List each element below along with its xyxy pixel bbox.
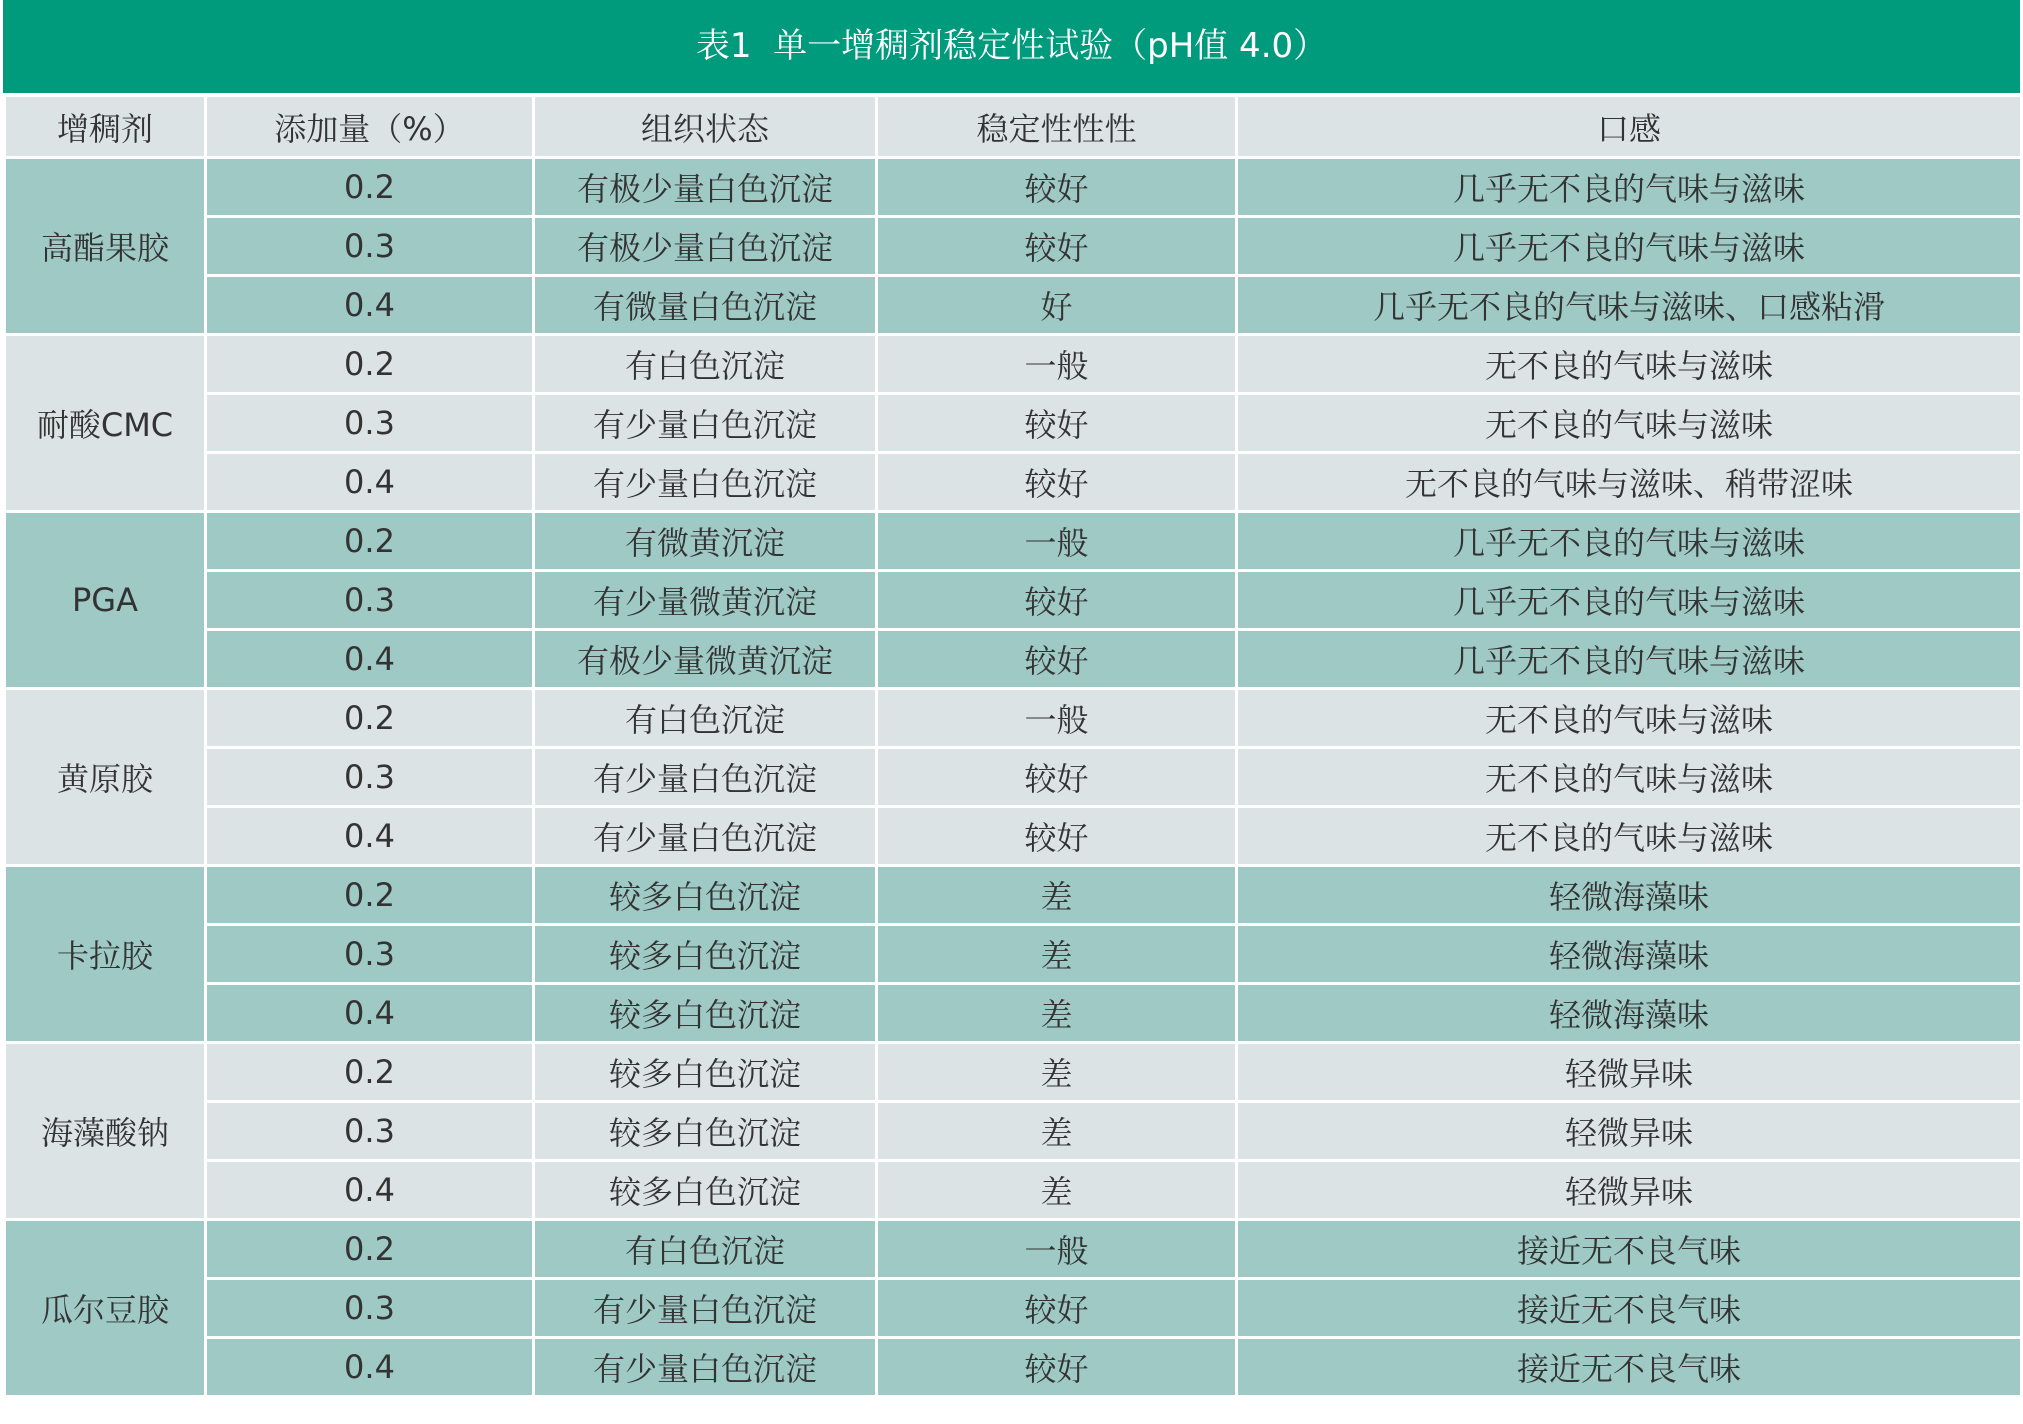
taste-cell: 轻微异味 [1237,1161,2022,1220]
stability-cell: 差 [877,925,1237,984]
table-row [5,512,2022,571]
amount-cell: 0.3 [206,217,534,276]
taste-cell: 无不良的气味与滋味、稍带涩味 [1237,453,2022,512]
state-cell: 有极少量白色沉淀 [534,158,877,217]
taste-cell: 接近无不良气味 [1237,1338,2022,1397]
stability-cell: 差 [877,984,1237,1043]
state-cell: 有少量白色沉淀 [534,807,877,866]
taste-cell: 几乎无不良的气味与滋味 [1237,217,2022,276]
amount-cell: 0.4 [206,630,534,689]
taste-cell: 无不良的气味与滋味 [1237,335,2022,394]
column-header-taste: 口感 [1237,96,2022,158]
amount-cell: 0.4 [206,1338,534,1397]
thickener-name-cell: PGA [5,512,206,689]
table-row [5,866,2022,925]
amount-cell: 0.4 [206,1161,534,1220]
stability-cell: 较好 [877,630,1237,689]
amount-cell: 0.4 [206,453,534,512]
taste-cell: 无不良的气味与滋味 [1237,807,2022,866]
amount-cell: 0.4 [206,807,534,866]
column-header-amount: 添加量（%） [206,96,534,158]
amount-cell: 0.4 [206,984,534,1043]
taste-cell: 轻微异味 [1237,1102,2022,1161]
thickener-name-cell: 瓜尔豆胶 [5,1220,206,1397]
state-cell: 有少量白色沉淀 [534,1279,877,1338]
taste-cell: 几乎无不良的气味与滋味 [1237,630,2022,689]
stability-cell: 较好 [877,158,1237,217]
amount-cell: 0.3 [206,748,534,807]
table-row [5,748,2022,807]
table-body [5,158,2022,1397]
amount-cell: 0.2 [206,335,534,394]
table-figure [3,0,2020,1398]
table-row [5,276,2022,335]
thickener-name-cell: 卡拉胶 [5,866,206,1043]
amount-cell: 0.4 [206,276,534,335]
stability-cell: 差 [877,1102,1237,1161]
stability-cell: 较好 [877,453,1237,512]
state-cell: 较多白色沉淀 [534,1043,877,1102]
stability-cell: 差 [877,1043,1237,1102]
table-title: 表1 单一增稠剂稳定性试验（pH值 4.0） [3,0,2020,93]
table-row [5,1161,2022,1220]
table-row [5,335,2022,394]
amount-cell: 0.2 [206,689,534,748]
table-row [5,630,2022,689]
amount-cell: 0.2 [206,1043,534,1102]
state-cell: 有微黄沉淀 [534,512,877,571]
amount-cell: 0.3 [206,925,534,984]
stability-cell: 一般 [877,1220,1237,1279]
stability-cell: 较好 [877,807,1237,866]
stability-cell: 较好 [877,394,1237,453]
stability-cell: 较好 [877,217,1237,276]
stability-cell: 一般 [877,512,1237,571]
thickener-name-cell: 耐酸CMC [5,335,206,512]
stability-cell: 一般 [877,689,1237,748]
state-cell: 较多白色沉淀 [534,866,877,925]
table-row [5,158,2022,217]
state-cell: 有少量白色沉淀 [534,748,877,807]
stability-cell: 较好 [877,571,1237,630]
stability-cell: 较好 [877,1338,1237,1397]
table-row [5,571,2022,630]
amount-cell: 0.3 [206,1102,534,1161]
stability-cell: 好 [877,276,1237,335]
state-cell: 有极少量微黄沉淀 [534,630,877,689]
stability-cell: 较好 [877,748,1237,807]
amount-cell: 0.3 [206,1279,534,1338]
column-header-thickener: 增稠剂 [5,96,206,158]
state-cell: 有白色沉淀 [534,689,877,748]
taste-cell: 轻微海藻味 [1237,984,2022,1043]
taste-cell: 轻微异味 [1237,1043,2022,1102]
stability-cell: 一般 [877,335,1237,394]
table-row [5,453,2022,512]
state-cell: 有少量白色沉淀 [534,1338,877,1397]
table-row [5,689,2022,748]
amount-cell: 0.2 [206,158,534,217]
table-row [5,1279,2022,1338]
table-row [5,1338,2022,1397]
thickener-name-cell: 海藻酸钠 [5,1043,206,1220]
amount-cell: 0.3 [206,394,534,453]
state-cell: 较多白色沉淀 [534,925,877,984]
stability-cell: 差 [877,866,1237,925]
column-header-state: 组织状态 [534,96,877,158]
taste-cell: 几乎无不良的气味与滋味、口感粘滑 [1237,276,2022,335]
taste-cell: 几乎无不良的气味与滋味 [1237,158,2022,217]
state-cell: 有极少量白色沉淀 [534,217,877,276]
table-row [5,217,2022,276]
table-row [5,1043,2022,1102]
table-row [5,1102,2022,1161]
table-row [5,807,2022,866]
table-row [5,1220,2022,1279]
thickener-name-cell: 黄原胶 [5,689,206,866]
taste-cell: 无不良的气味与滋味 [1237,748,2022,807]
state-cell: 有少量微黄沉淀 [534,571,877,630]
thickener-name-cell: 高酯果胶 [5,158,206,335]
state-cell: 较多白色沉淀 [534,1102,877,1161]
state-cell: 有少量白色沉淀 [534,394,877,453]
taste-cell: 几乎无不良的气味与滋味 [1237,512,2022,571]
taste-cell: 轻微海藻味 [1237,925,2022,984]
table-row [5,925,2022,984]
taste-cell: 接近无不良气味 [1237,1279,2022,1338]
table-row [5,984,2022,1043]
taste-cell: 轻微海藻味 [1237,866,2022,925]
amount-cell: 0.3 [206,571,534,630]
state-cell: 较多白色沉淀 [534,984,877,1043]
taste-cell: 无不良的气味与滋味 [1237,394,2022,453]
amount-cell: 0.2 [206,866,534,925]
stability-table [3,94,2023,1398]
stability-cell: 较好 [877,1279,1237,1338]
state-cell: 有微量白色沉淀 [534,276,877,335]
taste-cell: 几乎无不良的气味与滋味 [1237,571,2022,630]
stability-cell: 差 [877,1161,1237,1220]
column-header-stability: 稳定性性性 [877,96,1237,158]
amount-cell: 0.2 [206,1220,534,1279]
taste-cell: 无不良的气味与滋味 [1237,689,2022,748]
table-row [5,394,2022,453]
header-row [5,96,2022,158]
state-cell: 较多白色沉淀 [534,1161,877,1220]
amount-cell: 0.2 [206,512,534,571]
taste-cell: 接近无不良气味 [1237,1220,2022,1279]
state-cell: 有少量白色沉淀 [534,453,877,512]
state-cell: 有白色沉淀 [534,335,877,394]
state-cell: 有白色沉淀 [534,1220,877,1279]
